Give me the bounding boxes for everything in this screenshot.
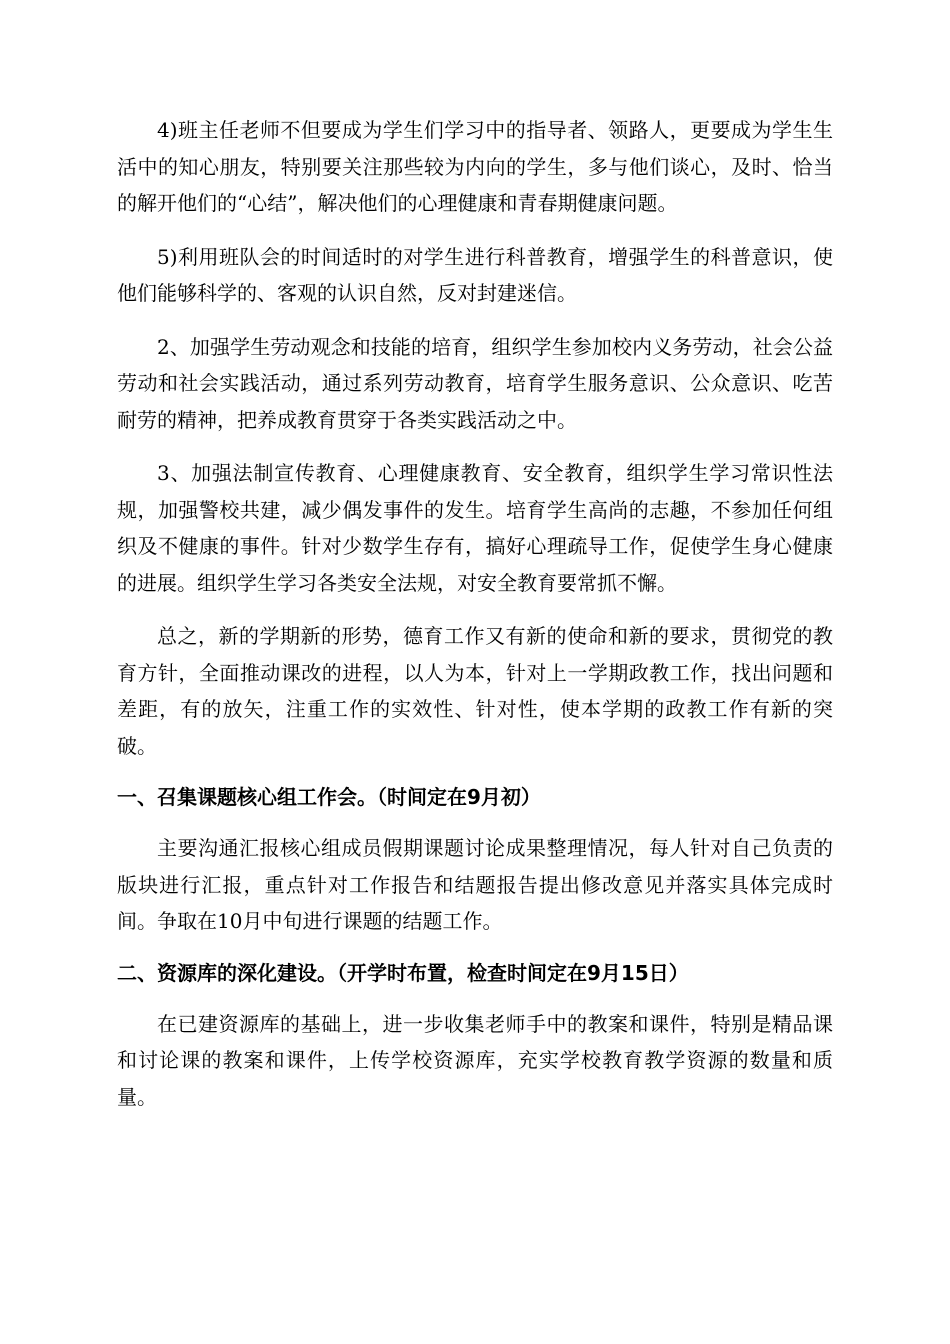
paragraph-labor-education: 2、加强学生劳动观念和技能的培育，组织学生参加校内义务劳动，社会公益劳动和社会实践活动，通过系列劳动教育，培育学生服务意识、公众意识、吃苦耐劳的精神，把养成教育贯穿于各类实践活动之中。: [117, 334, 833, 432]
paragraph-class-teacher-role: 4)班主任老师不但要成为学生们学习中的指导者、领路人，更要成为学生生活中的知心朋友，特别要关注那些较为内向的学生，多与他们谈心，及时、恰当的解开他们的“心结”，解决他们的心理健康和青春期健康问题。: [117, 118, 833, 215]
heading-resource-library: 二、资源库的深化建设。（开学时布置，检查时间定在9月15日）: [117, 960, 689, 985]
paragraph-legal-safety-education: 3、加强法制宣传教育、心理健康教育、安全教育，组织学生学习常识性法规，加强警校共建，减少偶发事件的发生。培育学生高尚的志趣，不参加任何组织及不健康的事件。针对少数学生存有，搞好心理疏导工作，促使学生身心健康的进展。组织学生学习各类安全法规，对安全教育要常抓不懈。: [117, 461, 833, 595]
paragraph-summary: 总之，新的学期新的形势，德育工作又有新的使命和新的要求，贯彻党的教育方针，全面推动课改的进程，以人为本，针对上一学期政教工作，找出问题和差距，有的放矢，注重工作的实效性、针对性，使本学期的政教工作有新的突破。: [117, 624, 833, 758]
paragraph-resource-library: 在已建资源库的基础上，进一步收集老师手中的教案和课件，特别是精品课和讨论课的教案和课件，上传学校资源库，充实学校教育教学资源的数量和质量。: [117, 1011, 833, 1109]
paragraph-core-group-report: 主要沟通汇报核心组成员假期课题讨论成果整理情况，每人针对自己负责的版块进行汇报，重点针对工作报告和结题报告提出修改意见并落实具体完成时间。争取在10月中旬进行课题的结题工作。: [117, 836, 833, 933]
document-page: [117, 112, 833, 1115]
paragraph-science-education: 5)利用班队会的时间适时的对学生进行科普教育，增强学生的科普意识，使他们能够科学的、客观的认识自然，反对封建迷信。: [117, 244, 833, 305]
heading-core-group-meeting: 一、召集课题核心组工作会。（时间定在9月初）: [117, 785, 541, 809]
